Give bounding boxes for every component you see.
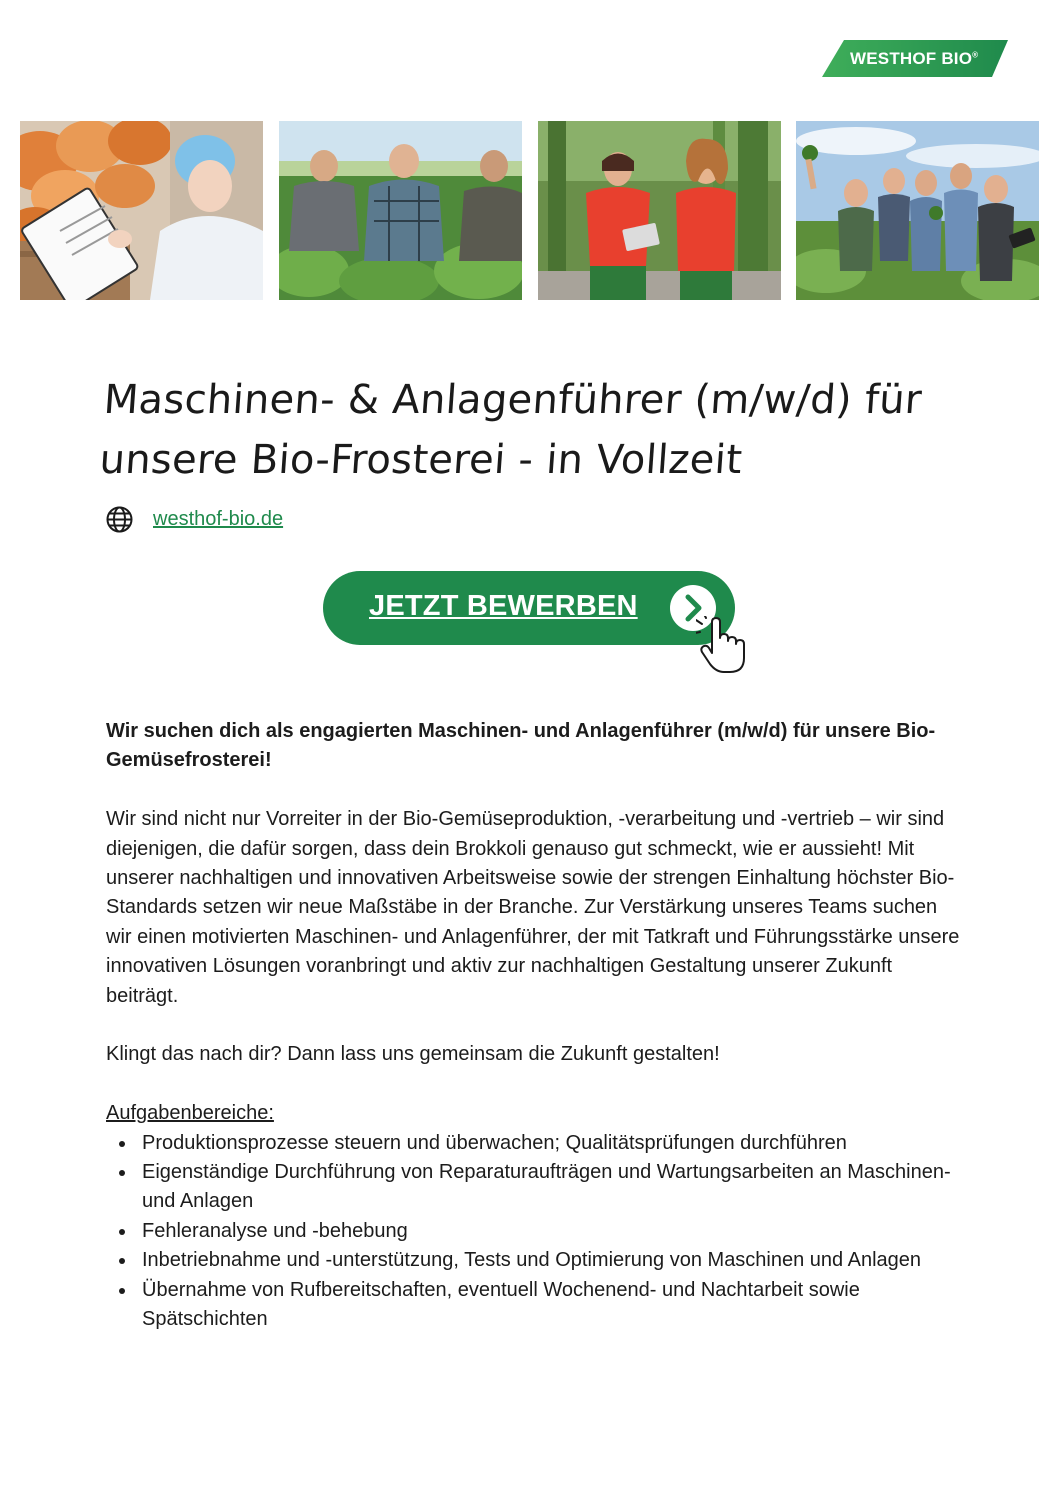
job-title — [98, 370, 1006, 490]
hand-cursor-icon — [696, 616, 752, 681]
intro-lead: Wir suchen dich als engagierten Maschinen- und Anlagenführer (m/w/d) für unsere Bio-Gemüsefrosterei! — [106, 720, 936, 772]
list-item: Fehleranalyse und -behebung — [106, 1217, 966, 1246]
job-title-line2: unsere Bio-Frosterei - in Vollzeit — [98, 437, 744, 483]
photo-men-in-field — [279, 121, 522, 300]
photo-quality-inspector — [20, 121, 263, 300]
photo-team-with-broccoli — [796, 121, 1039, 300]
job-description — [106, 717, 966, 1334]
globe-icon — [106, 506, 133, 533]
photo-women-in-greenhouse — [538, 121, 781, 300]
tasks-heading: Aufgabenbereiche: — [106, 1102, 274, 1125]
intro-paragraph-1: Wir sind nicht nur Vorreiter in der Bio-Gemüseproduktion, -verarbeitung und -vertrieb – wir sind diejenigen, die dafür sorgen, dass dein Brokkoli genauso gut schmeckt, wie er aussieht! Mit unserer nachhaltigen und innovativen Arbeitsweise sowie der strengen Einhaltung höchster Bio-Standards setzen wir neue Maßstäbe in der Branche. Zur Verstärkung unseres Teams suchen wir einen motivierten Maschinen- und Anlagenführer, der mit Tatkraft und Führungsstärke unsere innovativen Lösungen voranbringt und aktiv zur nachhaltigen Gestaltung unserer Zukunft beiträgt. — [106, 808, 960, 1007]
logo-text: WESTHOF BIO® — [850, 49, 979, 68]
tasks-list — [106, 1129, 966, 1335]
intro-paragraph-2: Klingt das nach dir? Dann lass uns gemeinsam die Zukunft gestalten! — [106, 1043, 720, 1066]
list-item: Übernahme von Rufbereitschaften, eventuell Wochenend- und Nachtarbeit sowie Spätschichten — [106, 1276, 966, 1335]
list-item: Produktionsprozesse steuern und überwachen; Qualitätsprüfungen durchführen — [106, 1129, 966, 1158]
list-item: Eigenständige Durchführung von Reparaturaufträgen und Wartungsarbeiten an Maschinen- und Anlagen — [106, 1158, 966, 1217]
job-title-line1: Maschinen- & Anlagenführer (m/w/d) für — [102, 377, 924, 423]
westhof-bio-logo — [822, 40, 1008, 77]
apply-now-label: JETZT BEWERBEN — [369, 590, 638, 622]
website-link[interactable]: westhof-bio.de — [153, 507, 284, 530]
apply-now-button[interactable] — [323, 571, 735, 645]
list-item: Inbetriebnahme und -unterstützung, Tests und Optimierung von Maschinen und Anlagen — [106, 1246, 966, 1275]
website-row — [106, 505, 283, 533]
